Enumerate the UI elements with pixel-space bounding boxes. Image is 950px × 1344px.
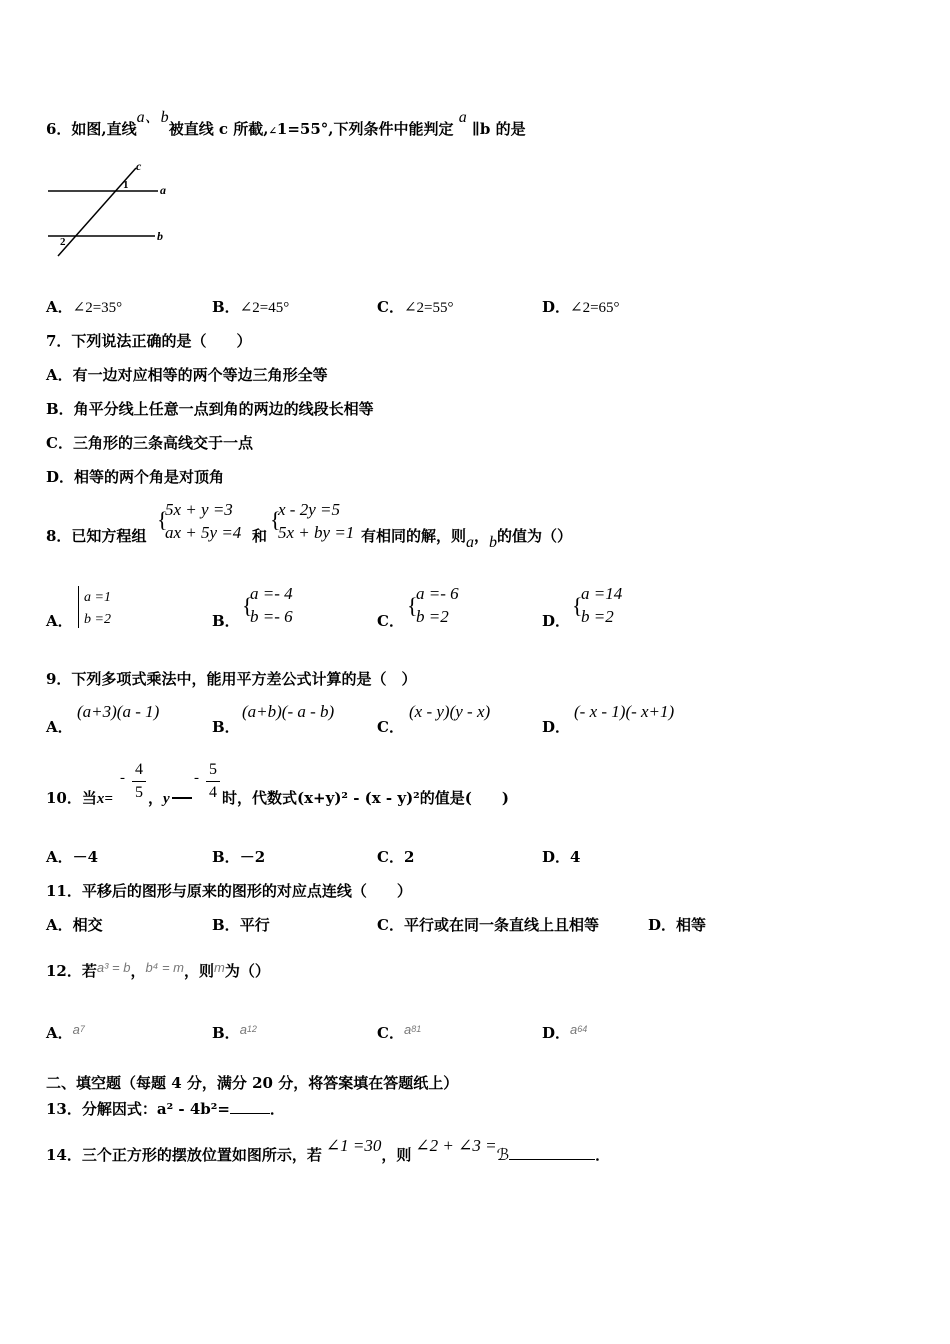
q9-option-b-expr[interactable]: (a+b)(- a - b) — [242, 702, 335, 721]
q8-brace-1: { — [157, 507, 168, 532]
q11-option-a[interactable]: A．相交 — [46, 916, 103, 934]
q8-text2: 有相同的解，则a，b的值为（） — [361, 527, 573, 551]
q8-option-c-brace: { — [407, 593, 418, 618]
q14-scribble: ℬ — [496, 1147, 510, 1164]
label-1: 1 — [123, 179, 129, 191]
q6-option-b[interactable]: B．∠2=45° — [212, 298, 290, 316]
q10-y: ，y — [148, 789, 170, 807]
q6-stem — [46, 109, 526, 139]
label-2: 2 — [60, 236, 66, 248]
q12-cond2: b⁴ = m — [145, 960, 185, 975]
section-2-heading: 二、填空题（每题 4 分，满分 20 分，将答案填在答题纸上） — [46, 1074, 459, 1092]
q9-option-b-label[interactable]: B． — [212, 718, 240, 736]
q10-frac-1: 4 5 — [132, 761, 146, 802]
q6-option-d[interactable]: D．∠2=65° — [542, 298, 620, 316]
q12-stem: 12．若a³ = b，b⁴ = m，则m为（） — [46, 960, 270, 980]
q6-option-c[interactable]: C．∠2=55° — [377, 298, 454, 316]
q12-option-c[interactable]: C．$a^{81}$ — [377, 1022, 422, 1042]
q7-stem: 7．下列说法正确的是（ ） — [46, 332, 252, 350]
q10-option-d[interactable]: D．4 — [542, 848, 581, 866]
q6-ab: a、b — [136, 109, 169, 126]
q8-option-b-system[interactable]: a =- 4 b =- 6 — [250, 584, 293, 626]
q12-option-d[interactable]: D．$a^{64}$ — [542, 1022, 588, 1042]
q6-text2: 被直线 c 所截, — [168, 120, 269, 138]
q8-option-d-brace: { — [572, 593, 583, 618]
q14-cond: ∠1 =30 — [325, 1136, 382, 1155]
q14-expr: ∠2 + ∠3 = — [415, 1136, 497, 1155]
q8-option-d-system[interactable]: a =14 b =2 — [581, 584, 623, 626]
q10-text2: 时，代数式(x+y)² - (x - y)²的值是( ) — [222, 789, 509, 807]
q10-frac-2: 5 4 — [206, 761, 220, 802]
q8-and: 和 — [252, 527, 268, 545]
q10-neg-2: - — [194, 770, 199, 786]
q8-option-b-label[interactable]: B． — [212, 612, 240, 630]
q9-option-d-label[interactable]: D． — [542, 718, 571, 736]
q9-option-c-label[interactable]: C． — [377, 718, 404, 736]
q6-a: a — [458, 109, 467, 126]
q10-y-dash — [172, 797, 192, 799]
q8-option-d-label[interactable]: D． — [542, 612, 571, 630]
q11-option-b[interactable]: B．平行 — [212, 916, 270, 934]
q6-num: 6．如图,直线 — [46, 120, 137, 138]
q10-option-b[interactable]: B．－2 — [212, 848, 266, 866]
q6-text4: ∥b 的是 — [471, 120, 526, 138]
q11-option-c[interactable]: C．平行或在同一条直线上且相等 — [377, 916, 599, 934]
q6-option-a[interactable]: A．∠2=35° — [46, 298, 123, 316]
q6-figure — [40, 156, 180, 264]
q7-option-c[interactable]: C．三角形的三条高线交于一点 — [46, 434, 253, 452]
q9-option-a-label[interactable]: A． — [46, 718, 73, 736]
label-a: a — [160, 183, 166, 197]
q8-num: 8．已知方程组 — [46, 527, 147, 545]
q9-option-c-expr[interactable]: (x - y)(y - x) — [409, 702, 491, 721]
q8-option-c-system[interactable]: a =- 6 b =2 — [416, 584, 459, 626]
q9-option-d-expr[interactable]: (- x - 1)(- x+1) — [574, 702, 675, 721]
q8-a: a — [466, 534, 475, 551]
q11-option-d[interactable]: D．相等 — [648, 916, 707, 934]
q10-option-a[interactable]: A．－4 — [46, 848, 99, 866]
q7-option-d[interactable]: D．相等的两个角是对顶角 — [46, 468, 225, 486]
q8-option-a-label[interactable]: A． — [46, 612, 73, 630]
q14-stem: 14．三个正方形的摆放位置如图所示，若 ∠1 =30，则 ∠2 + ∠3 =ℬ ． — [46, 1136, 611, 1164]
q9-option-a-expr[interactable]: (a+3)(a - 1) — [77, 702, 160, 721]
label-c: c — [136, 159, 142, 173]
q12-option-b[interactable]: B．$a^{12}$ — [212, 1022, 257, 1042]
q10-num: 10．当x= — [46, 789, 113, 807]
q14-answer-blank[interactable] — [509, 1159, 595, 1160]
q9-stem: 9．下列多项式乘法中，能用平方差公式计算的是（ ） — [46, 670, 417, 688]
q8-brace-2: { — [270, 507, 281, 532]
q8-option-c-label[interactable]: C． — [377, 612, 404, 630]
q11-stem: 11．平移后的图形与原来的图形的对应点连线（ ） — [46, 882, 412, 900]
q6-angle-sym: ∠ — [268, 126, 277, 137]
q7-option-a[interactable]: A．有一边对应相等的两个等边三角形全等 — [46, 366, 328, 384]
q13-answer-blank[interactable] — [230, 1113, 270, 1114]
q8-b: b — [489, 534, 498, 551]
q8-system-1: 5x + y =3 ax + 5y =4 — [165, 500, 242, 542]
q13-stem: 13．分解因式：a² - 4b²= ． — [46, 1100, 285, 1118]
q12-m: m — [214, 960, 225, 975]
q8-option-a-brace — [78, 586, 80, 628]
q6-text3: 1=55°,下列条件中能判定 — [276, 120, 454, 138]
q12-cond1: a³ = b — [96, 960, 131, 975]
q8-option-b-brace: { — [242, 593, 253, 618]
q12-option-a[interactable]: A．$a^7$ — [46, 1022, 85, 1042]
q10-neg-1: - — [120, 770, 125, 786]
q8-system-2: x - 2y =5 5x + by =1 — [278, 500, 355, 542]
q8-option-a-system[interactable]: a =1 b =2 — [84, 590, 111, 627]
q7-option-b[interactable]: B．角平分线上任意一点到角的两边的线段长相等 — [46, 400, 374, 418]
q10-option-c[interactable]: C．2 — [377, 848, 415, 866]
label-b: b — [157, 229, 163, 243]
